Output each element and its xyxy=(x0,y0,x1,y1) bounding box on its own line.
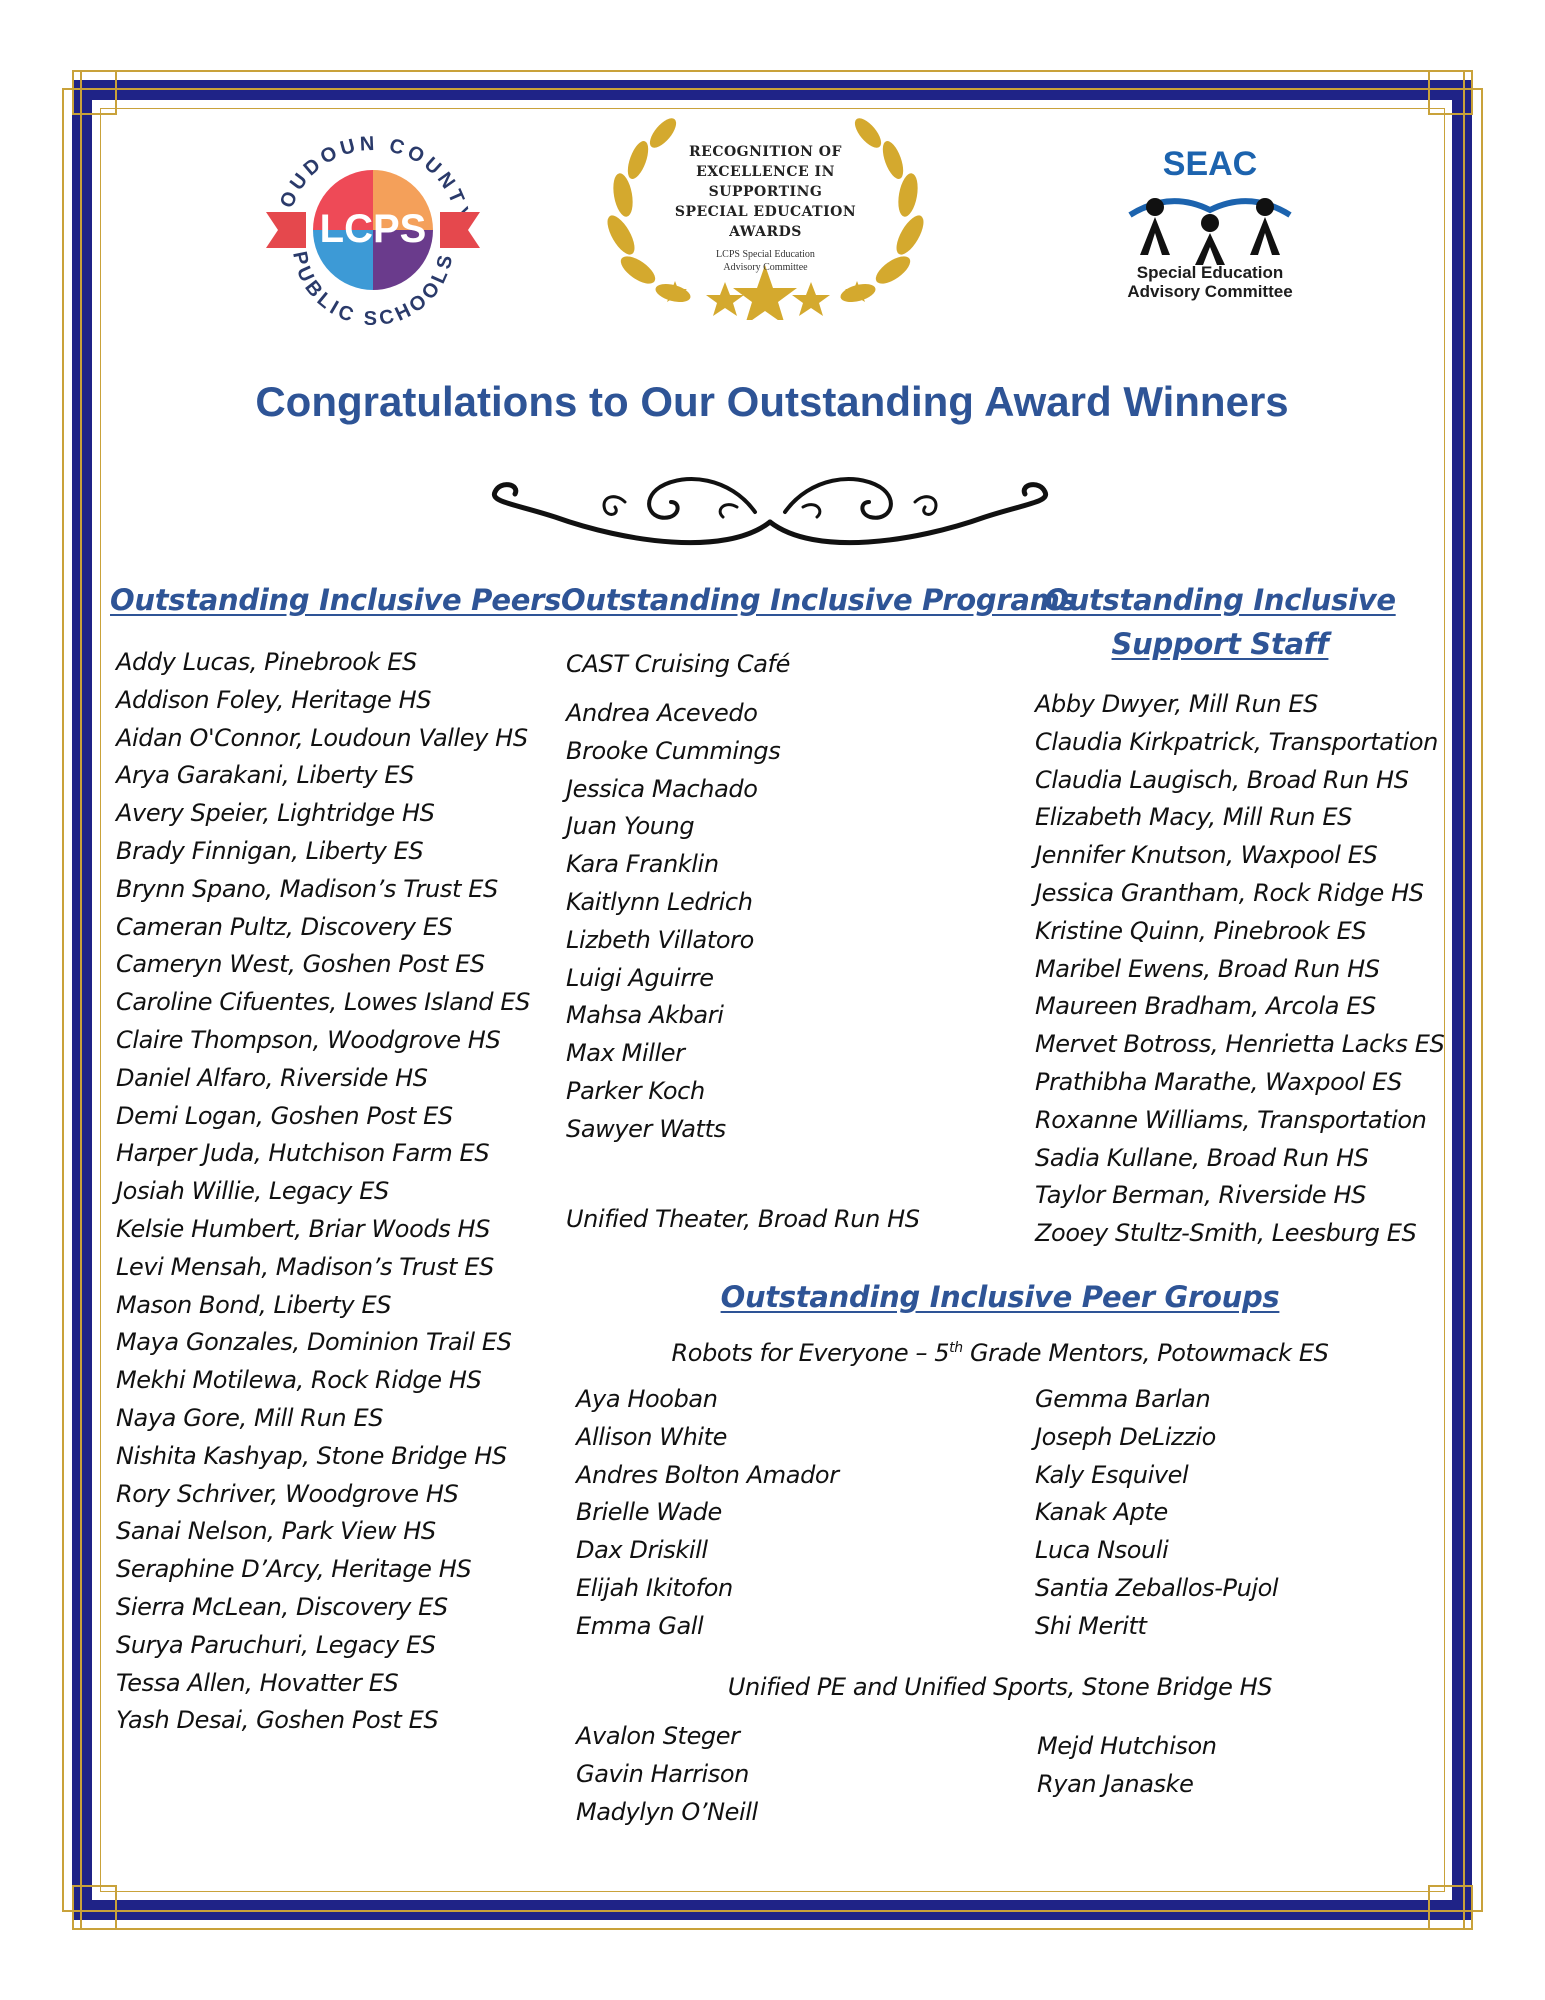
list-item: Kelsie Humbert, Briar Woods HS xyxy=(116,1214,491,1243)
list-item: Jennifer Knutson, Waxpool ES xyxy=(1035,841,1378,870)
seac-acronym: SEAC xyxy=(1162,145,1258,183)
peer-group-list xyxy=(1037,1728,1217,1804)
list-item: Jessica Machado xyxy=(566,774,758,803)
peer-group-list xyxy=(1035,1381,1278,1646)
list-item: Addy Lucas, Pinebrook ES xyxy=(116,648,417,676)
list-item: Prathibha Marathe, Waxpool ES xyxy=(1035,1067,1402,1096)
list-item: Kristine Quinn, Pinebrook ES xyxy=(1035,916,1367,945)
list-item: Caroline Cifuentes, Lowes Island ES xyxy=(116,988,530,1017)
list-item: Aidan O'Connor, Loudoun Valley HS xyxy=(116,723,528,752)
list-item: Brielle Wade xyxy=(576,1498,722,1527)
staff-heading: Outstanding Inclusive Support Staff xyxy=(1044,583,1396,661)
peer-group-list xyxy=(576,1381,839,1646)
list-item: Seraphine D’Arcy, Heritage HS xyxy=(116,1555,472,1584)
list-item: Surya Paruchuri, Legacy ES xyxy=(116,1630,436,1659)
list-item: Rory Schriver, Woodgrove HS xyxy=(116,1479,459,1508)
list-item: Kaly Esquivel xyxy=(1035,1460,1189,1489)
list-item: Kaitlynn Ledrich xyxy=(566,887,753,916)
list-item: Josiah Willie, Legacy ES xyxy=(116,1177,389,1206)
people-icon xyxy=(1110,185,1310,265)
list-item: Shi Meritt xyxy=(1035,1611,1147,1640)
peers-list xyxy=(116,644,530,1740)
list-item: Sierra McLean, Discovery ES xyxy=(116,1592,448,1621)
list-item: Santia Zeballos-Pujol xyxy=(1035,1573,1279,1602)
list-item: Mahsa Akbari xyxy=(566,1001,724,1030)
list-item: Abby Dwyer, Mill Run ES xyxy=(1035,690,1318,718)
list-item: Demi Logan, Goshen Post ES xyxy=(116,1101,453,1130)
list-item: Avery Speier, Lightridge HS xyxy=(116,799,435,828)
list-item: Kara Franklin xyxy=(566,850,719,879)
list-item: Sawyer Watts xyxy=(566,1114,726,1143)
list-item: Maribel Ewens, Broad Run HS xyxy=(1035,954,1380,983)
list-item: Brady Finnigan, Liberty ES xyxy=(116,836,424,865)
program-members-list xyxy=(566,695,780,1149)
svg-text:LOUDOUN COUNTY: OUDOUN COUNT xyxy=(275,132,470,212)
list-item: Levi Mensah, Madison’s Trust ES xyxy=(116,1252,494,1281)
list-item: Mervet Botross, Henrietta Lacks ES xyxy=(1035,1030,1445,1059)
list-item: Ryan Janaske xyxy=(1037,1769,1194,1798)
list-item: Yash Desai, Goshen Post ES xyxy=(116,1706,439,1735)
list-item: Cameran Pultz, Discovery ES xyxy=(116,912,453,941)
list-item: Allison White xyxy=(576,1422,728,1451)
peer-group-list xyxy=(576,1718,758,1831)
peer-group-title: Unified PE and Unified Sports, Stone Bridge HS xyxy=(727,1673,1273,1701)
list-item: Andres Bolton Amador xyxy=(576,1460,839,1489)
list-item: Aya Hooban xyxy=(576,1385,718,1413)
svg-text:PUBLIC SCHOOLS: PUBLIC SCHOOLS xyxy=(288,249,458,325)
list-item: Maya Gonzales, Dominion Trail ES xyxy=(116,1328,512,1357)
list-item: Dax Driskill xyxy=(576,1536,708,1565)
list-item: Sadia Kullane, Broad Run HS xyxy=(1035,1143,1369,1172)
list-item: Lizbeth Villatoro xyxy=(566,925,754,954)
award-subtitle: LCPS Special Education Advisory Committee xyxy=(716,249,815,273)
list-item: Addison Foley, Heritage HS xyxy=(116,685,432,714)
list-item: Parker Koch xyxy=(566,1076,705,1105)
list-item: Mejd Hutchison xyxy=(1037,1732,1217,1760)
list-item: Mason Bond, Liberty ES xyxy=(116,1290,392,1319)
programs-heading: Outstanding Inclusive Programs xyxy=(561,583,1077,617)
lcps-logo xyxy=(258,130,488,325)
list-item: Tessa Allen, Hovatter ES xyxy=(116,1668,399,1697)
list-item: Brynn Spano, Madison’s Trust ES xyxy=(116,874,498,903)
list-item: Max Miller xyxy=(566,1039,685,1068)
list-item: Cameryn West, Goshen Post ES xyxy=(116,950,485,979)
list-item: Arya Garakani, Liberty ES xyxy=(116,761,414,790)
list-item: Claudia Kirkpatrick, Transportation xyxy=(1035,727,1438,756)
peers-heading: Outstanding Inclusive Peers xyxy=(110,583,562,617)
svg-text:LCPS: LCPS xyxy=(319,207,427,251)
list-item: Emma Gall xyxy=(576,1611,704,1640)
list-item: Zooey Stultz-Smith, Leesburg ES xyxy=(1035,1219,1417,1248)
list-item: Andrea Acevedo xyxy=(566,699,758,727)
list-item: Luigi Aguirre xyxy=(566,963,714,992)
award-seal xyxy=(593,105,938,320)
peer-group-title: Robots for Everyone – 5th Grade Mentors, Potowmack ES xyxy=(671,1339,1329,1367)
list-item: Harper Juda, Hutchison Farm ES xyxy=(116,1139,490,1168)
peer-groups-heading: Outstanding Inclusive Peer Groups xyxy=(720,1280,1280,1314)
list-item: Mekhi Motilewa, Rock Ridge HS xyxy=(116,1366,482,1395)
page-title: Congratulations to Our Outstanding Award Winners xyxy=(255,378,1289,425)
program-title: CAST Cruising Café xyxy=(566,650,790,678)
list-item: Juan Young xyxy=(566,812,695,841)
list-item: Naya Gore, Mill Run ES xyxy=(116,1403,384,1432)
list-item: Nishita Kashyap, Stone Bridge HS xyxy=(116,1441,507,1470)
list-item: Roxanne Williams, Transportation xyxy=(1035,1105,1427,1134)
award-title: RECOGNITION OF EXCELLENCE IN SUPPORTING SPECIAL EDUCATION AWARDS xyxy=(674,144,857,240)
list-item: Joseph DeLizzio xyxy=(1035,1422,1216,1451)
list-item: Claudia Laugisch, Broad Run HS xyxy=(1035,765,1409,794)
list-item: Avalon Steger xyxy=(576,1722,740,1750)
ornament-divider-icon xyxy=(475,462,1065,557)
list-item: Elijah Ikitofon xyxy=(576,1573,733,1602)
list-item: Luca Nsouli xyxy=(1035,1536,1169,1565)
list-item: Gavin Harrison xyxy=(576,1759,749,1788)
list-item: Claire Thompson, Woodgrove HS xyxy=(116,1025,501,1054)
list-item: Gemma Barlan xyxy=(1035,1385,1211,1413)
seac-full-name: Special Education Advisory Committee xyxy=(1127,263,1293,301)
program-title: Unified Theater, Broad Run HS xyxy=(566,1205,920,1233)
list-item: Sanai Nelson, Park View HS xyxy=(116,1517,436,1546)
list-item: Daniel Alfaro, Riverside HS xyxy=(116,1063,428,1092)
list-item: Madylyn O’Neill xyxy=(576,1797,758,1826)
list-item: Jessica Grantham, Rock Ridge HS xyxy=(1035,878,1424,907)
list-item: Kanak Apte xyxy=(1035,1498,1168,1527)
list-item: Brooke Cummings xyxy=(566,736,781,765)
list-item: Maureen Bradham, Arcola ES xyxy=(1035,992,1376,1021)
list-item: Elizabeth Macy, Mill Run ES xyxy=(1035,803,1352,832)
staff-list xyxy=(1035,686,1444,1253)
seac-logo xyxy=(1110,145,1310,310)
list-item: Taylor Berman, Riverside HS xyxy=(1035,1181,1367,1210)
